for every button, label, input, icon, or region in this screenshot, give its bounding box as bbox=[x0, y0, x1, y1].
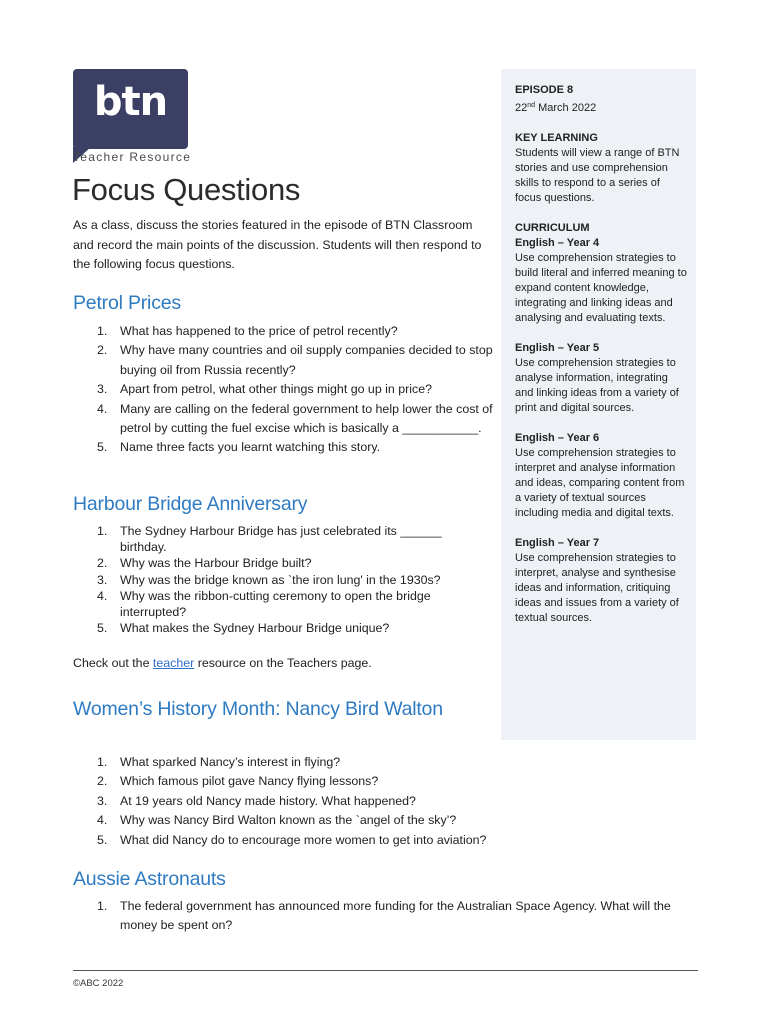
curriculum-text-year-7: Use comprehension strategies to interpret, analyse and synthesise ideas and information, critiquing ideas and issues from a variety of textual sources. bbox=[515, 552, 679, 624]
list-item: 3. Apart from petrol, what other things might go up in price? bbox=[97, 382, 432, 397]
question-text: Many are calling on the federal government to help lower the cost of petrol by cutting the fuel excise which is basically a ___________. bbox=[120, 401, 493, 436]
section-heading-harbour-bridge: Harbour Bridge Anniversary bbox=[73, 493, 308, 515]
teacher-resource-label: Teacher Resource bbox=[73, 150, 192, 164]
intro-paragraph: As a class, discuss the stories featured in the episode of BTN Classroom and record the main points of the discussion. Students will then respond to the following focus questions. bbox=[73, 218, 482, 271]
question-text: Name three facts you learnt watching this story. bbox=[120, 440, 381, 455]
list-item: 3. Why was the bridge known as `the iron lung' in the 1930s? bbox=[97, 572, 441, 587]
episode-sidebar bbox=[501, 69, 696, 740]
curriculum-block-year-6 bbox=[515, 431, 687, 521]
section-heading-nancy-bird: Women’s History Month: Nancy Bird Walton bbox=[73, 698, 443, 720]
question-text: What makes the Sydney Harbour Bridge unique? bbox=[120, 621, 390, 636]
question-text: At 19 years old Nancy made history. What happened? bbox=[120, 793, 416, 808]
question-text: The federal government has announced more funding for the Australian Space Agency. What will the money be spent on? bbox=[120, 899, 671, 933]
list-item: 4. Why was Nancy Bird Walton known as the `angel of the sky’? bbox=[97, 813, 457, 828]
curriculum-year-5: English – Year 5 bbox=[515, 342, 600, 354]
check-out-after: resource on the Teachers page. bbox=[194, 656, 372, 670]
nancy-questions-list bbox=[73, 753, 543, 850]
curriculum-block bbox=[515, 221, 687, 326]
key-learning-label: KEY LEARNING bbox=[515, 132, 598, 144]
question-text: Why was Nancy Bird Walton known as the `angel of the sky’? bbox=[120, 813, 457, 828]
key-learning-block bbox=[515, 131, 687, 206]
curriculum-year-7: English – Year 7 bbox=[515, 537, 600, 549]
question-text: Apart from petrol, what other things might go up in price? bbox=[120, 382, 432, 397]
episode-label: EPISODE 8 bbox=[515, 84, 574, 96]
date-suffix: nd bbox=[527, 102, 536, 109]
petrol-questions-list bbox=[73, 322, 503, 458]
curriculum-text-year-5: Use comprehension strategies to analyse information, integrating and linking ideas from a variety of print and digital sources. bbox=[515, 357, 679, 414]
episode-block bbox=[515, 83, 687, 116]
section-heading-aussie-astronauts: Aussie Astronauts bbox=[73, 868, 226, 890]
episode-date bbox=[515, 98, 687, 116]
list-item: 1. The federal government has announced more funding for the Australian Space Agency. What will the money be spent on? bbox=[97, 899, 671, 933]
date-day: 22 bbox=[515, 102, 528, 114]
question-text: Why was the ribbon-cutting ceremony to open the bridge interrupted? bbox=[120, 588, 431, 620]
list-item: 3. At 19 years old Nancy made history. What happened? bbox=[97, 793, 416, 808]
footer-copyright: ©ABC 2022 bbox=[73, 978, 124, 989]
curriculum-block-year-5 bbox=[515, 341, 687, 416]
question-text: What has happened to the price of petrol recently? bbox=[120, 324, 398, 338]
question-text: Why have many countries and oil supply companies decided to stop buying oil from Russia recently? bbox=[120, 343, 493, 377]
curriculum-year-6: English – Year 6 bbox=[515, 432, 600, 444]
logo-text: btn bbox=[93, 79, 168, 125]
teacher-resource-link[interactable]: teacher bbox=[152, 656, 195, 670]
section-heading-petrol-prices: Petrol Prices bbox=[73, 292, 181, 314]
list-item: 5. What did Nancy do to encourage more women to get into aviation? bbox=[97, 832, 487, 847]
footer-divider bbox=[73, 970, 698, 971]
list-item: 2. Why was the Harbour Bridge built? bbox=[97, 556, 312, 571]
harbour-questions-list bbox=[73, 523, 488, 636]
sidebar-content bbox=[515, 83, 687, 641]
list-item: 5. Name three facts you learnt watching this story. bbox=[97, 440, 381, 455]
page-title: Focus Questions bbox=[72, 172, 301, 207]
list-item: 2. Which famous pilot gave Nancy flying lessons? bbox=[97, 774, 379, 789]
btn-logo bbox=[73, 69, 188, 149]
date-rest: March 2022 bbox=[535, 102, 597, 114]
question-text: The Sydney Harbour Bridge has just celebrated its ______ birthday. bbox=[120, 524, 442, 555]
check-out-note bbox=[73, 656, 372, 670]
list-item: 2. Why have many countries and oil supply companies decided to stop buying oil from Russia recently? bbox=[97, 343, 493, 377]
curriculum-label: CURRICULUM bbox=[515, 222, 590, 234]
list-item: 1. What has happened to the price of petrol recently? bbox=[97, 324, 398, 338]
list-item: 1. What sparked Nancy’s interest in flying? bbox=[97, 755, 341, 769]
list-item: 1. The Sydney Harbour Bridge has just celebrated its ______ birthday. bbox=[97, 524, 442, 555]
astronauts-questions-list bbox=[73, 897, 698, 936]
curriculum-year-4: English – Year 4 bbox=[515, 237, 600, 249]
list-item: 5. What makes the Sydney Harbour Bridge unique? bbox=[97, 621, 390, 636]
list-item: 4. Many are calling on the federal government to help lower the cost of petrol by cutting the fuel excise which is basically a ___________. bbox=[97, 401, 493, 436]
question-text: Which famous pilot gave Nancy flying lessons? bbox=[120, 774, 379, 789]
check-out-before: Check out the bbox=[73, 656, 153, 670]
list-item: 4. Why was the ribbon-cutting ceremony to open the bridge interrupted? bbox=[97, 588, 431, 620]
question-text: What did Nancy do to encourage more women to get into aviation? bbox=[120, 832, 487, 847]
curriculum-block-year-7 bbox=[515, 536, 687, 626]
question-text: Why was the Harbour Bridge built? bbox=[120, 556, 312, 571]
question-text: What sparked Nancy’s interest in flying? bbox=[120, 755, 341, 769]
curriculum-text-year-4: Use comprehension strategies to build literal and inferred meaning to expand content knowledge, integrating and linking ideas and analysing and evaluating texts. bbox=[515, 252, 687, 324]
question-text: Why was the bridge known as `the iron lung' in the 1930s? bbox=[120, 572, 441, 587]
curriculum-text-year-6: Use comprehension strategies to interpret and analyse information and ideas, comparing content from a variety of textual sources including media and digital texts. bbox=[515, 447, 685, 519]
key-learning-text: Students will view a range of BTN stories and use comprehension skills to respond to a series of focus questions. bbox=[515, 147, 680, 204]
